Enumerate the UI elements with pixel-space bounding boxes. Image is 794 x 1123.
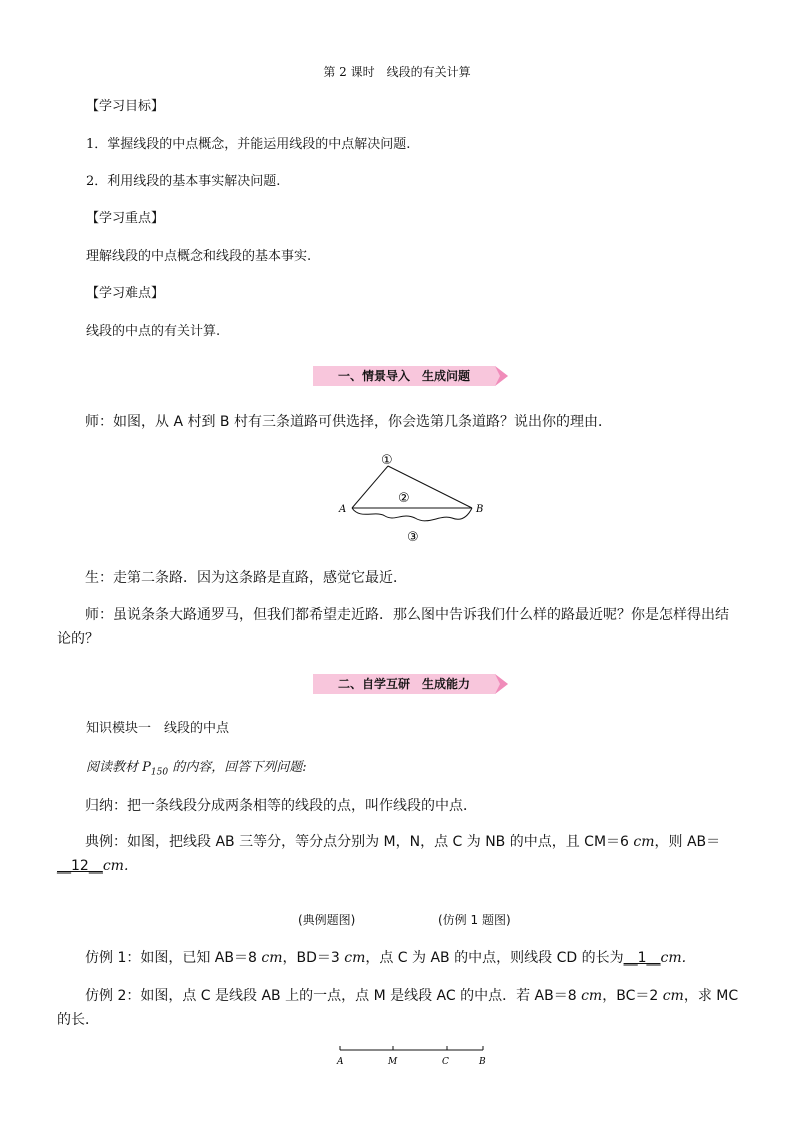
route1-label: ① xyxy=(381,453,393,468)
difficulty-heading: 【学习难点】 xyxy=(86,286,165,301)
page-title: 第 2 课时 线段的有关计算 xyxy=(323,65,471,79)
goal-item-1: 1．掌握线段的中点概念，并能运用线段的中点解决问题. xyxy=(86,137,411,152)
section1-banner xyxy=(313,366,508,386)
example-answer: __12__ xyxy=(57,858,103,874)
route3-curve xyxy=(352,508,472,521)
focus-heading: 【学习重点】 xyxy=(86,211,165,226)
ex1-answer: __1__ xyxy=(623,950,661,966)
point-a-label: A xyxy=(339,504,347,515)
summary-text: 归纳：把一条线段分成两条相等的线段的点，叫作线段的中点． xyxy=(85,798,477,814)
example-text: 典例：如图，把线段 AB 三等分，等分点分别为 M，N，点 C 为 NB 的中点，且 CM＝6 cm，则 AB＝ xyxy=(85,834,721,850)
point-b-label: B xyxy=(476,504,484,515)
focus-text: 理解线段的中点概念和线段的基本事实. xyxy=(86,249,312,264)
goal-item-2: 2．利用线段的基本事实解决问题. xyxy=(86,174,281,189)
route1-line-left xyxy=(352,466,388,508)
ex1-text: 仿例 1：如图，已知 AB＝8 cm，BD＝3 cm，点 C 为 AB 的中点，则线段 CD 的长为__1__cm. xyxy=(85,950,687,966)
ex2-text: 仿例 2：如图，点 C 是线段 AB 上的一点，点 M 是线段 AC 的中点．若 AB＝8 cm，BC＝2 cm，求 MC 的长． xyxy=(57,988,739,1028)
module-heading: 知识模块一 线段的中点 xyxy=(86,721,230,736)
section1-banner-label: 一、情景导入 生成问题 xyxy=(337,369,470,383)
segment-figure xyxy=(330,1042,490,1070)
teacher-question: 师：如图，从 A 村到 B 村有三条道路可供选择，你会选第几条道路？说出你的理由． xyxy=(85,414,612,430)
section2-banner xyxy=(313,674,508,694)
caption-example: (典例题图) xyxy=(298,913,356,927)
label-c: C xyxy=(442,1057,449,1067)
label-m: M xyxy=(388,1057,398,1067)
goals-heading: 【学习目标】 xyxy=(86,99,165,114)
caption-ex1: (仿例 1 题图) xyxy=(438,913,511,927)
label-a: A xyxy=(337,1057,344,1067)
example-answer-line: __12__cm. xyxy=(57,858,129,874)
label-b: B xyxy=(479,1057,486,1067)
route3-label: ③ xyxy=(407,530,419,545)
route2-label: ② xyxy=(398,491,410,506)
teacher-question-2: 师：虽说条条大路通罗马，但我们都希望走近路．那么图中告诉我们什么样的路最近呢？你是怎样得出结论的？ xyxy=(57,607,729,647)
difficulty-text: 线段的中点的有关计算. xyxy=(86,324,221,339)
routes-figure xyxy=(330,450,490,545)
reading-instruction: 阅读教材 $P_{150}$ 的内容，回答下列问题: xyxy=(86,760,307,778)
section2-banner-label: 二、自学互研 生成能力 xyxy=(337,677,470,691)
student-answer: 生：走第二条路．因为这条路是直路，感觉它最近． xyxy=(85,570,407,586)
